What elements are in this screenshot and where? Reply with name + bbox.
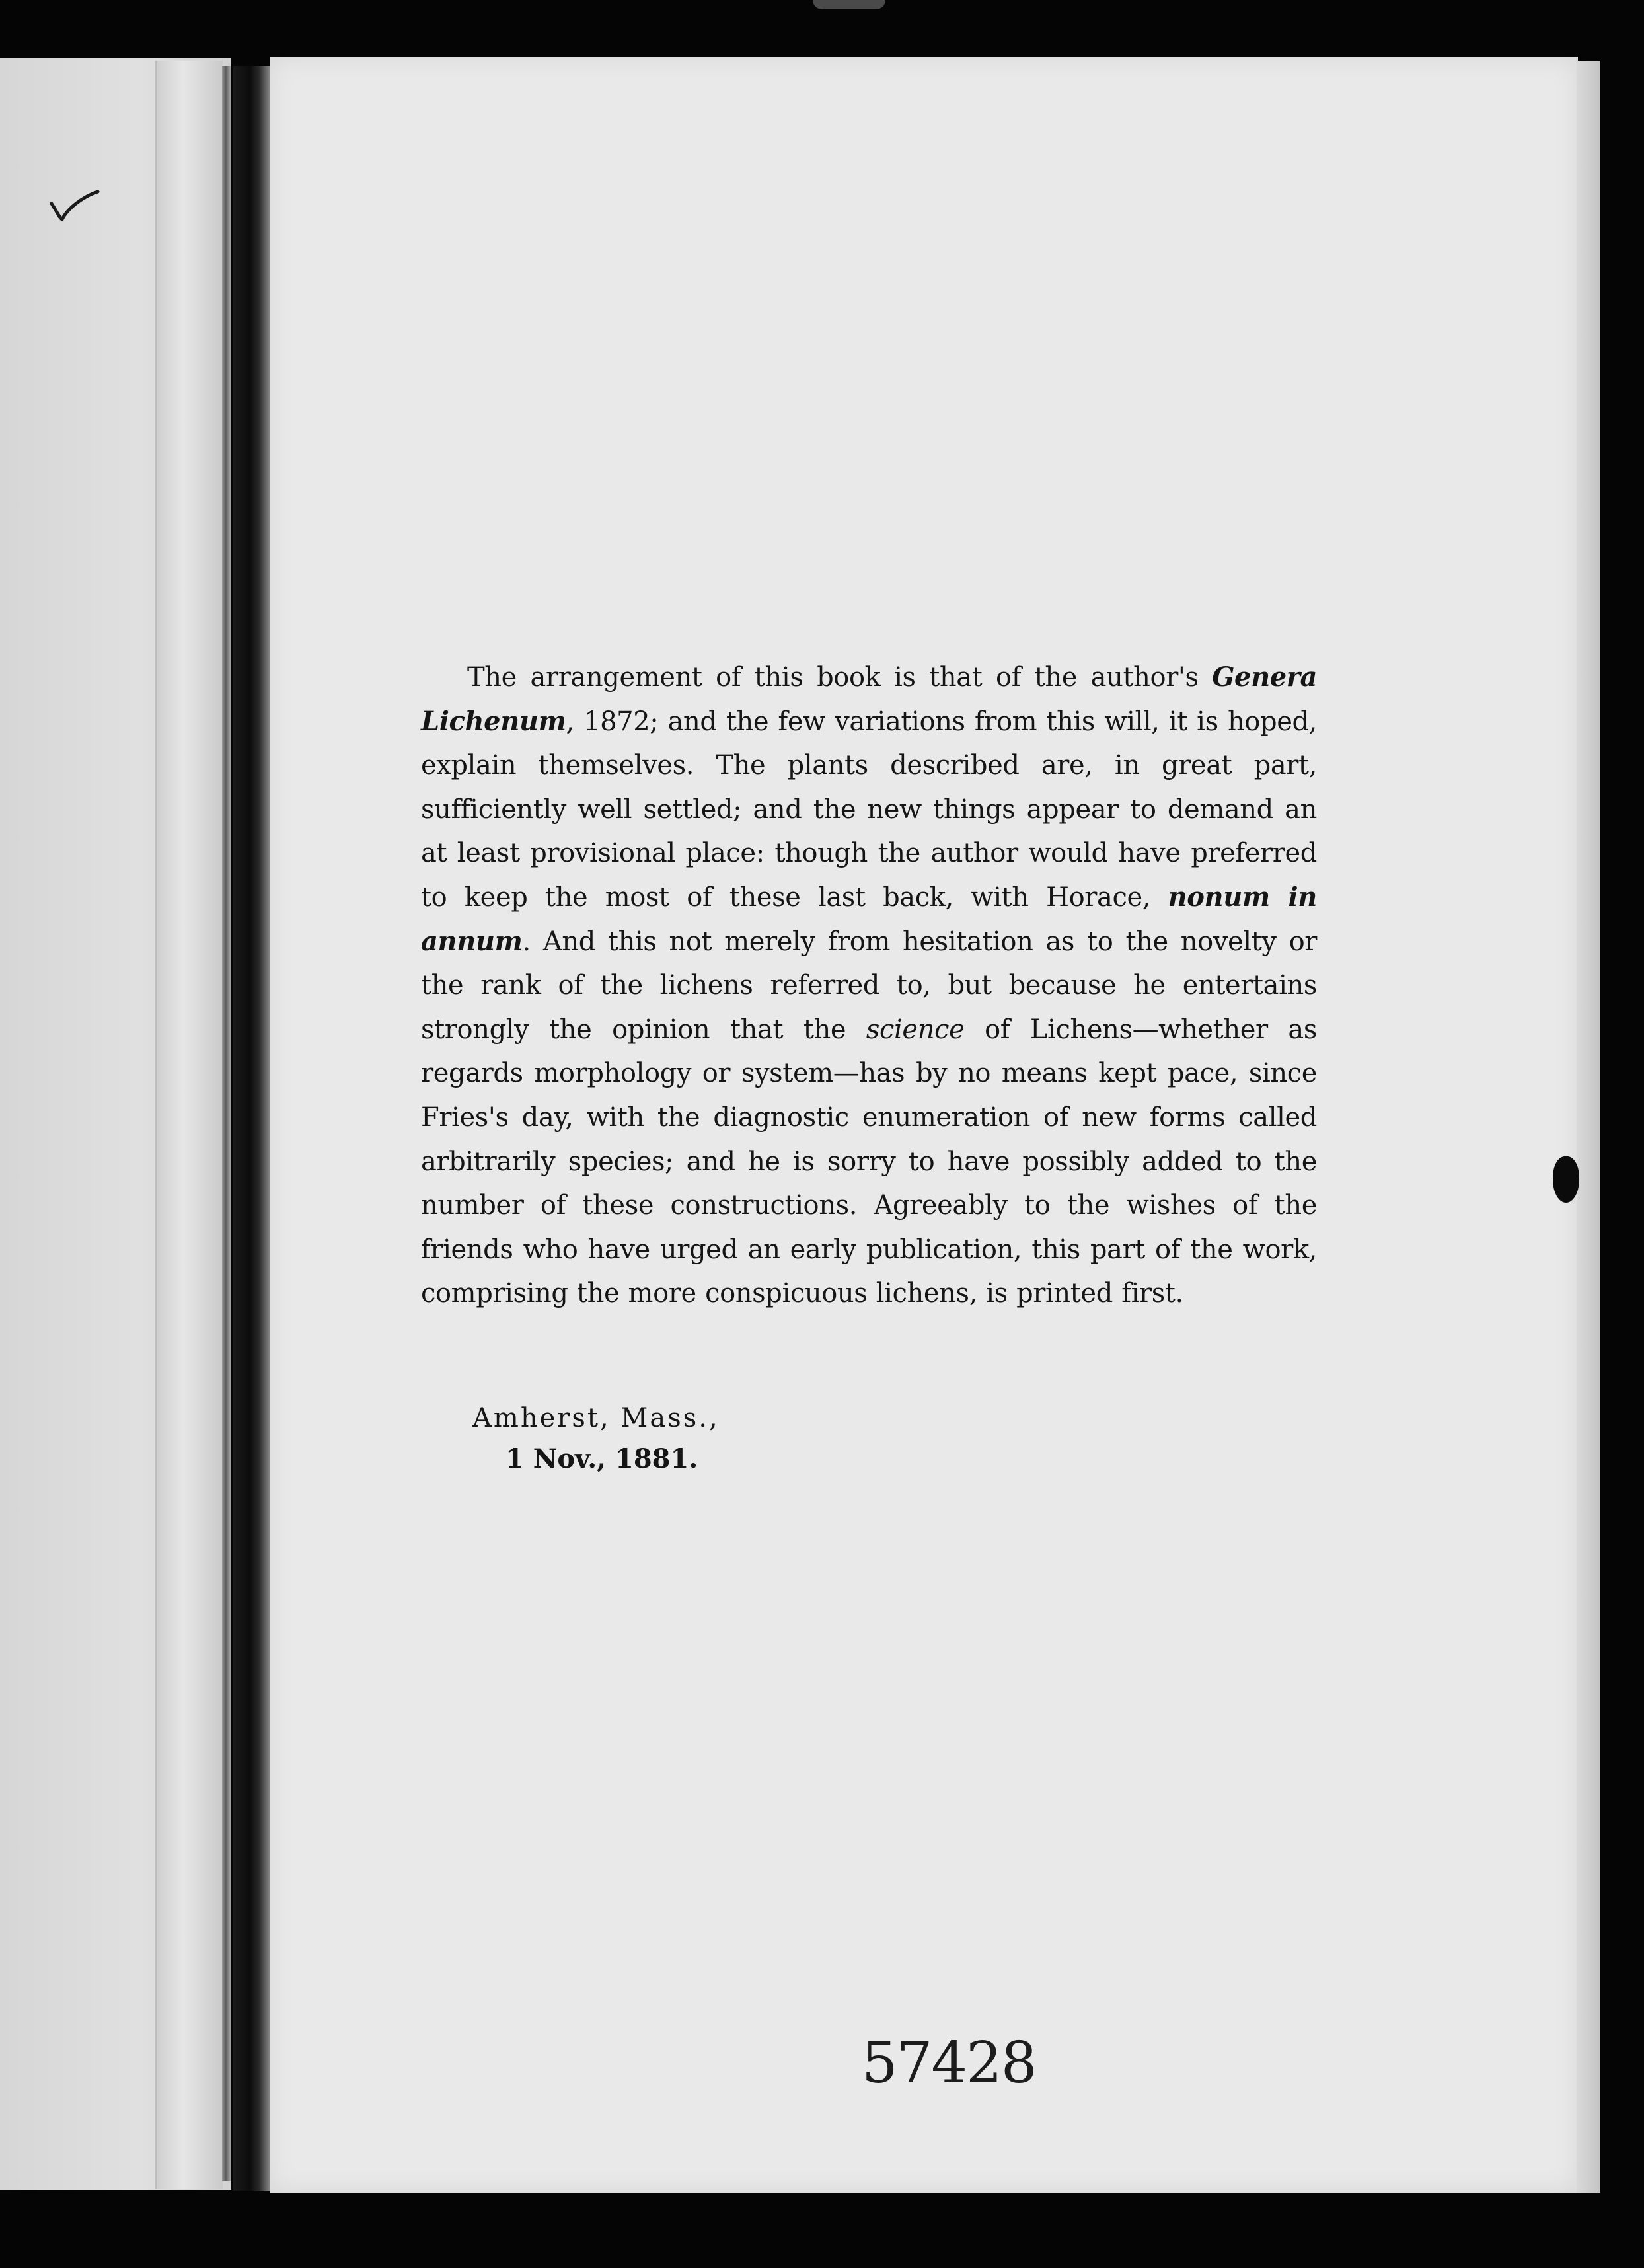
ink-blot <box>1553 1156 1579 1203</box>
binding-shadow <box>222 66 231 2181</box>
book-spine <box>233 66 270 2191</box>
handwritten-check-mark-icon <box>48 185 100 225</box>
left-page-edge <box>155 61 223 2189</box>
italic-title-genera-lichenum: Genera Lichenum <box>421 662 1317 737</box>
scanner-clip <box>813 0 885 9</box>
right-page-edge <box>1577 61 1600 2193</box>
text-run: The arrangement of this book is that of the author's <box>467 662 1213 693</box>
signoff-date: 1 Nov., 1881. <box>505 1443 698 1474</box>
italic-phrase-nonum-in-annum: nonum in annum <box>421 881 1317 957</box>
preface-text <box>421 656 1317 1316</box>
text-run: . And this not merely from hesitation as to the novelty or the rank of the lichens referred to, but because he entertains strongly the opinion that the <box>421 926 1317 1045</box>
text-run: of Lichens—whether as regards morphology or system—has by no means kept pace, since Fries's day, with the diagnostic enumeration of new forms called arbitrarily species; and he is sorry to have possibly added to the number of these constructions. Agreeably to the wishes of the friends who have urged an early publication, this part of the work, comprising the more conspicuous lichens, is printed first. <box>421 1014 1317 1309</box>
preface-paragraph <box>421 656 1317 1316</box>
italic-word-science: science <box>866 1014 965 1045</box>
text-run: , 1872; and the few variations from this will, it is hoped, explain themselves. The plants described are, in great part, sufficiently well settled; and the new things appear to demand an at least provisional place: though the author would have preferred to keep the most of these last back, with Horace, <box>421 706 1317 913</box>
library-stamp-number: 57428 <box>862 2030 1036 2096</box>
signoff-place: Amherst, Mass., <box>472 1403 720 1433</box>
signoff <box>472 1398 720 1480</box>
